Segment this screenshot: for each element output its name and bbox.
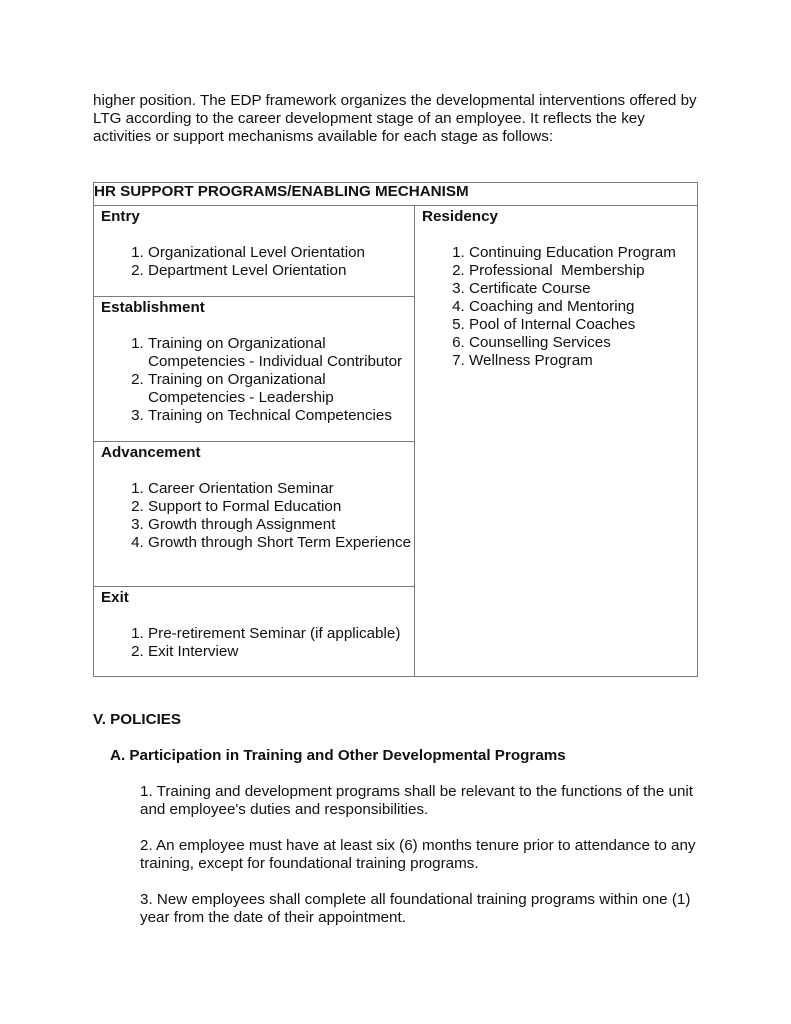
stage-title: Advancement bbox=[101, 444, 201, 461]
stage-title: Entry bbox=[101, 208, 140, 225]
section-title: V. POLICIES bbox=[93, 711, 182, 728]
stage-establishment bbox=[94, 297, 415, 442]
stage-title: Establishment bbox=[101, 299, 205, 316]
list-item: 1. Organizational Level Orientation bbox=[148, 244, 414, 262]
intro-paragraph: higher position. The EDP framework organizes the developmental interventions offered by LTG according to the career development stage of an employee. It reflects the key activities or support mechanisms available for each stage as follows: bbox=[93, 92, 697, 145]
stage-exit bbox=[94, 587, 415, 677]
stage-list bbox=[94, 625, 414, 661]
subsection-title: A. Participation in Training and Other Developmental Programs bbox=[110, 747, 566, 764]
table-header: HR SUPPORT PROGRAMS/ENABLING MECHANISM bbox=[94, 183, 698, 206]
list-item: 4. Coaching and Mentoring bbox=[469, 298, 697, 316]
list-item: 3. Training on Technical Competencies bbox=[148, 407, 414, 425]
stage-list bbox=[94, 335, 414, 425]
list-item: 3. Certificate Course bbox=[469, 280, 697, 298]
policy-item: 1. Training and development programs shall be relevant to the functions of the unit and employee's duties and responsibilities. bbox=[140, 783, 693, 818]
list-item: 4. Growth through Short Term Experience bbox=[148, 534, 414, 552]
list-item: 1. Pre-retirement Seminar (if applicable) bbox=[148, 625, 414, 643]
stage-entry bbox=[94, 206, 415, 297]
hr-support-programs-table bbox=[93, 182, 698, 677]
list-item: 2. Training on Organizational Competencies - Leadership bbox=[148, 371, 414, 407]
policy-item: 2. An employee must have at least six (6) months tenure prior to attendance to any training, except for foundational training programs. bbox=[140, 837, 696, 872]
stage-list bbox=[415, 244, 697, 370]
list-item: 1. Career Orientation Seminar bbox=[148, 480, 414, 498]
list-item: 6. Counselling Services bbox=[469, 334, 697, 352]
stage-residency bbox=[415, 206, 698, 677]
list-item: 2. Exit Interview bbox=[148, 643, 414, 661]
stage-title: Residency bbox=[422, 208, 498, 225]
list-item: 3. Growth through Assignment bbox=[148, 516, 414, 534]
list-item: 2. Support to Formal Education bbox=[148, 498, 414, 516]
stage-advancement bbox=[94, 442, 415, 587]
stage-title: Exit bbox=[101, 589, 129, 606]
policy-item: 3. New employees shall complete all foundational training programs within one (1) year from the date of their appointment. bbox=[140, 891, 691, 926]
list-item: 7. Wellness Program bbox=[469, 352, 697, 370]
stage-list bbox=[94, 480, 414, 552]
list-item: 1. Training on Organizational Competencies - Individual Contributor bbox=[148, 335, 414, 371]
list-item: 2. Department Level Orientation bbox=[148, 262, 414, 280]
list-item: 1. Continuing Education Program bbox=[469, 244, 697, 262]
list-item: 2. Professional Membership bbox=[469, 262, 697, 280]
stage-list bbox=[94, 244, 414, 280]
list-item: 5. Pool of Internal Coaches bbox=[469, 316, 697, 334]
